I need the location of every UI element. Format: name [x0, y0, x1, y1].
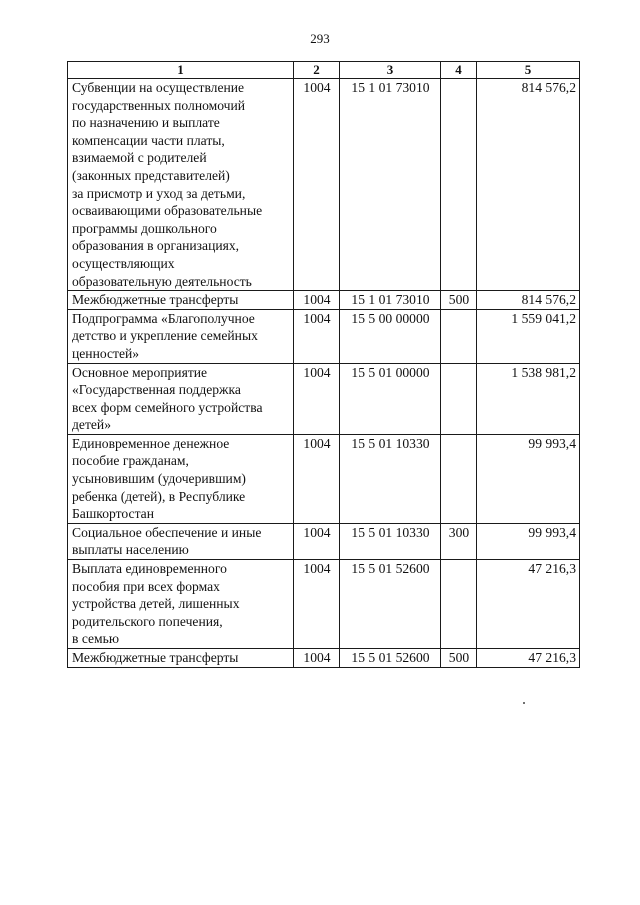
row-code: 15 5 01 10330: [340, 523, 441, 559]
row-sum: 47 216,3: [477, 649, 580, 668]
column-header-sum: 5: [477, 62, 580, 79]
page-number: 293: [310, 31, 330, 46]
row-section: 1004: [294, 363, 340, 434]
row-type: 500: [441, 649, 477, 668]
row-code: 15 5 01 52600: [340, 560, 441, 649]
row-sum: 814 576,2: [477, 291, 580, 310]
row-section: 1004: [294, 649, 340, 668]
row-name: Подпрограмма «Благополучное детство и укрепление семейных ценностей»: [68, 309, 294, 363]
row-section: 1004: [294, 309, 340, 363]
table-row: [68, 649, 580, 668]
row-name: Выплата единовременного пособия при всех формах устройства детей, лишенных родительского попечения, в семью: [68, 560, 294, 649]
row-name: Единовременное денежное пособие гражданам, усыновившим (удочерившим) ребенка (детей), в Республике Башкортостан: [68, 434, 294, 523]
table-row: [68, 309, 580, 363]
table-row: [68, 291, 580, 310]
column-header-section: 2: [294, 62, 340, 79]
row-sum: 99 993,4: [477, 523, 580, 559]
row-name: Субвенции на осуществление государственных полномочий по назначению и выплате компенсации части платы, взимаемой с родителей (законных представителей) за присмотр и уход за детьми, осваивающими образовательные программы дошкольного образования в организациях, осуществляющих образовательную деятельность: [68, 79, 294, 291]
row-type: 500: [441, 291, 477, 310]
table-header-row: [68, 62, 580, 79]
table-row: [68, 434, 580, 523]
column-header-code: 3: [340, 62, 441, 79]
table-row: [68, 560, 580, 649]
row-name: Межбюджетные трансферты: [68, 649, 294, 668]
table-row: [68, 79, 580, 291]
row-type: [441, 79, 477, 291]
row-section: 1004: [294, 291, 340, 310]
row-name: Социальное обеспечение и иные выплаты населению: [68, 523, 294, 559]
row-section: 1004: [294, 523, 340, 559]
table-row: [68, 523, 580, 559]
scan-speck: [523, 702, 525, 704]
budget-table: [67, 61, 580, 668]
row-sum: 1 538 981,2: [477, 363, 580, 434]
row-section: 1004: [294, 79, 340, 291]
row-type: [441, 434, 477, 523]
row-sum: 1 559 041,2: [477, 309, 580, 363]
row-code: 15 5 01 52600: [340, 649, 441, 668]
row-type: [441, 560, 477, 649]
row-code: 15 5 01 00000: [340, 363, 441, 434]
row-code: 15 5 00 00000: [340, 309, 441, 363]
row-code: 15 1 01 73010: [340, 79, 441, 291]
row-section: 1004: [294, 434, 340, 523]
row-code: 15 5 01 10330: [340, 434, 441, 523]
row-sum: 99 993,4: [477, 434, 580, 523]
column-header-name: 1: [68, 62, 294, 79]
row-name: Межбюджетные трансферты: [68, 291, 294, 310]
row-name: Основное мероприятие «Государственная поддержка всех форм семейного устройства детей»: [68, 363, 294, 434]
column-header-type: 4: [441, 62, 477, 79]
row-sum: 47 216,3: [477, 560, 580, 649]
row-type: [441, 309, 477, 363]
row-sum: 814 576,2: [477, 79, 580, 291]
row-section: 1004: [294, 560, 340, 649]
table-row: [68, 363, 580, 434]
row-type: 300: [441, 523, 477, 559]
row-type: [441, 363, 477, 434]
row-code: 15 1 01 73010: [340, 291, 441, 310]
